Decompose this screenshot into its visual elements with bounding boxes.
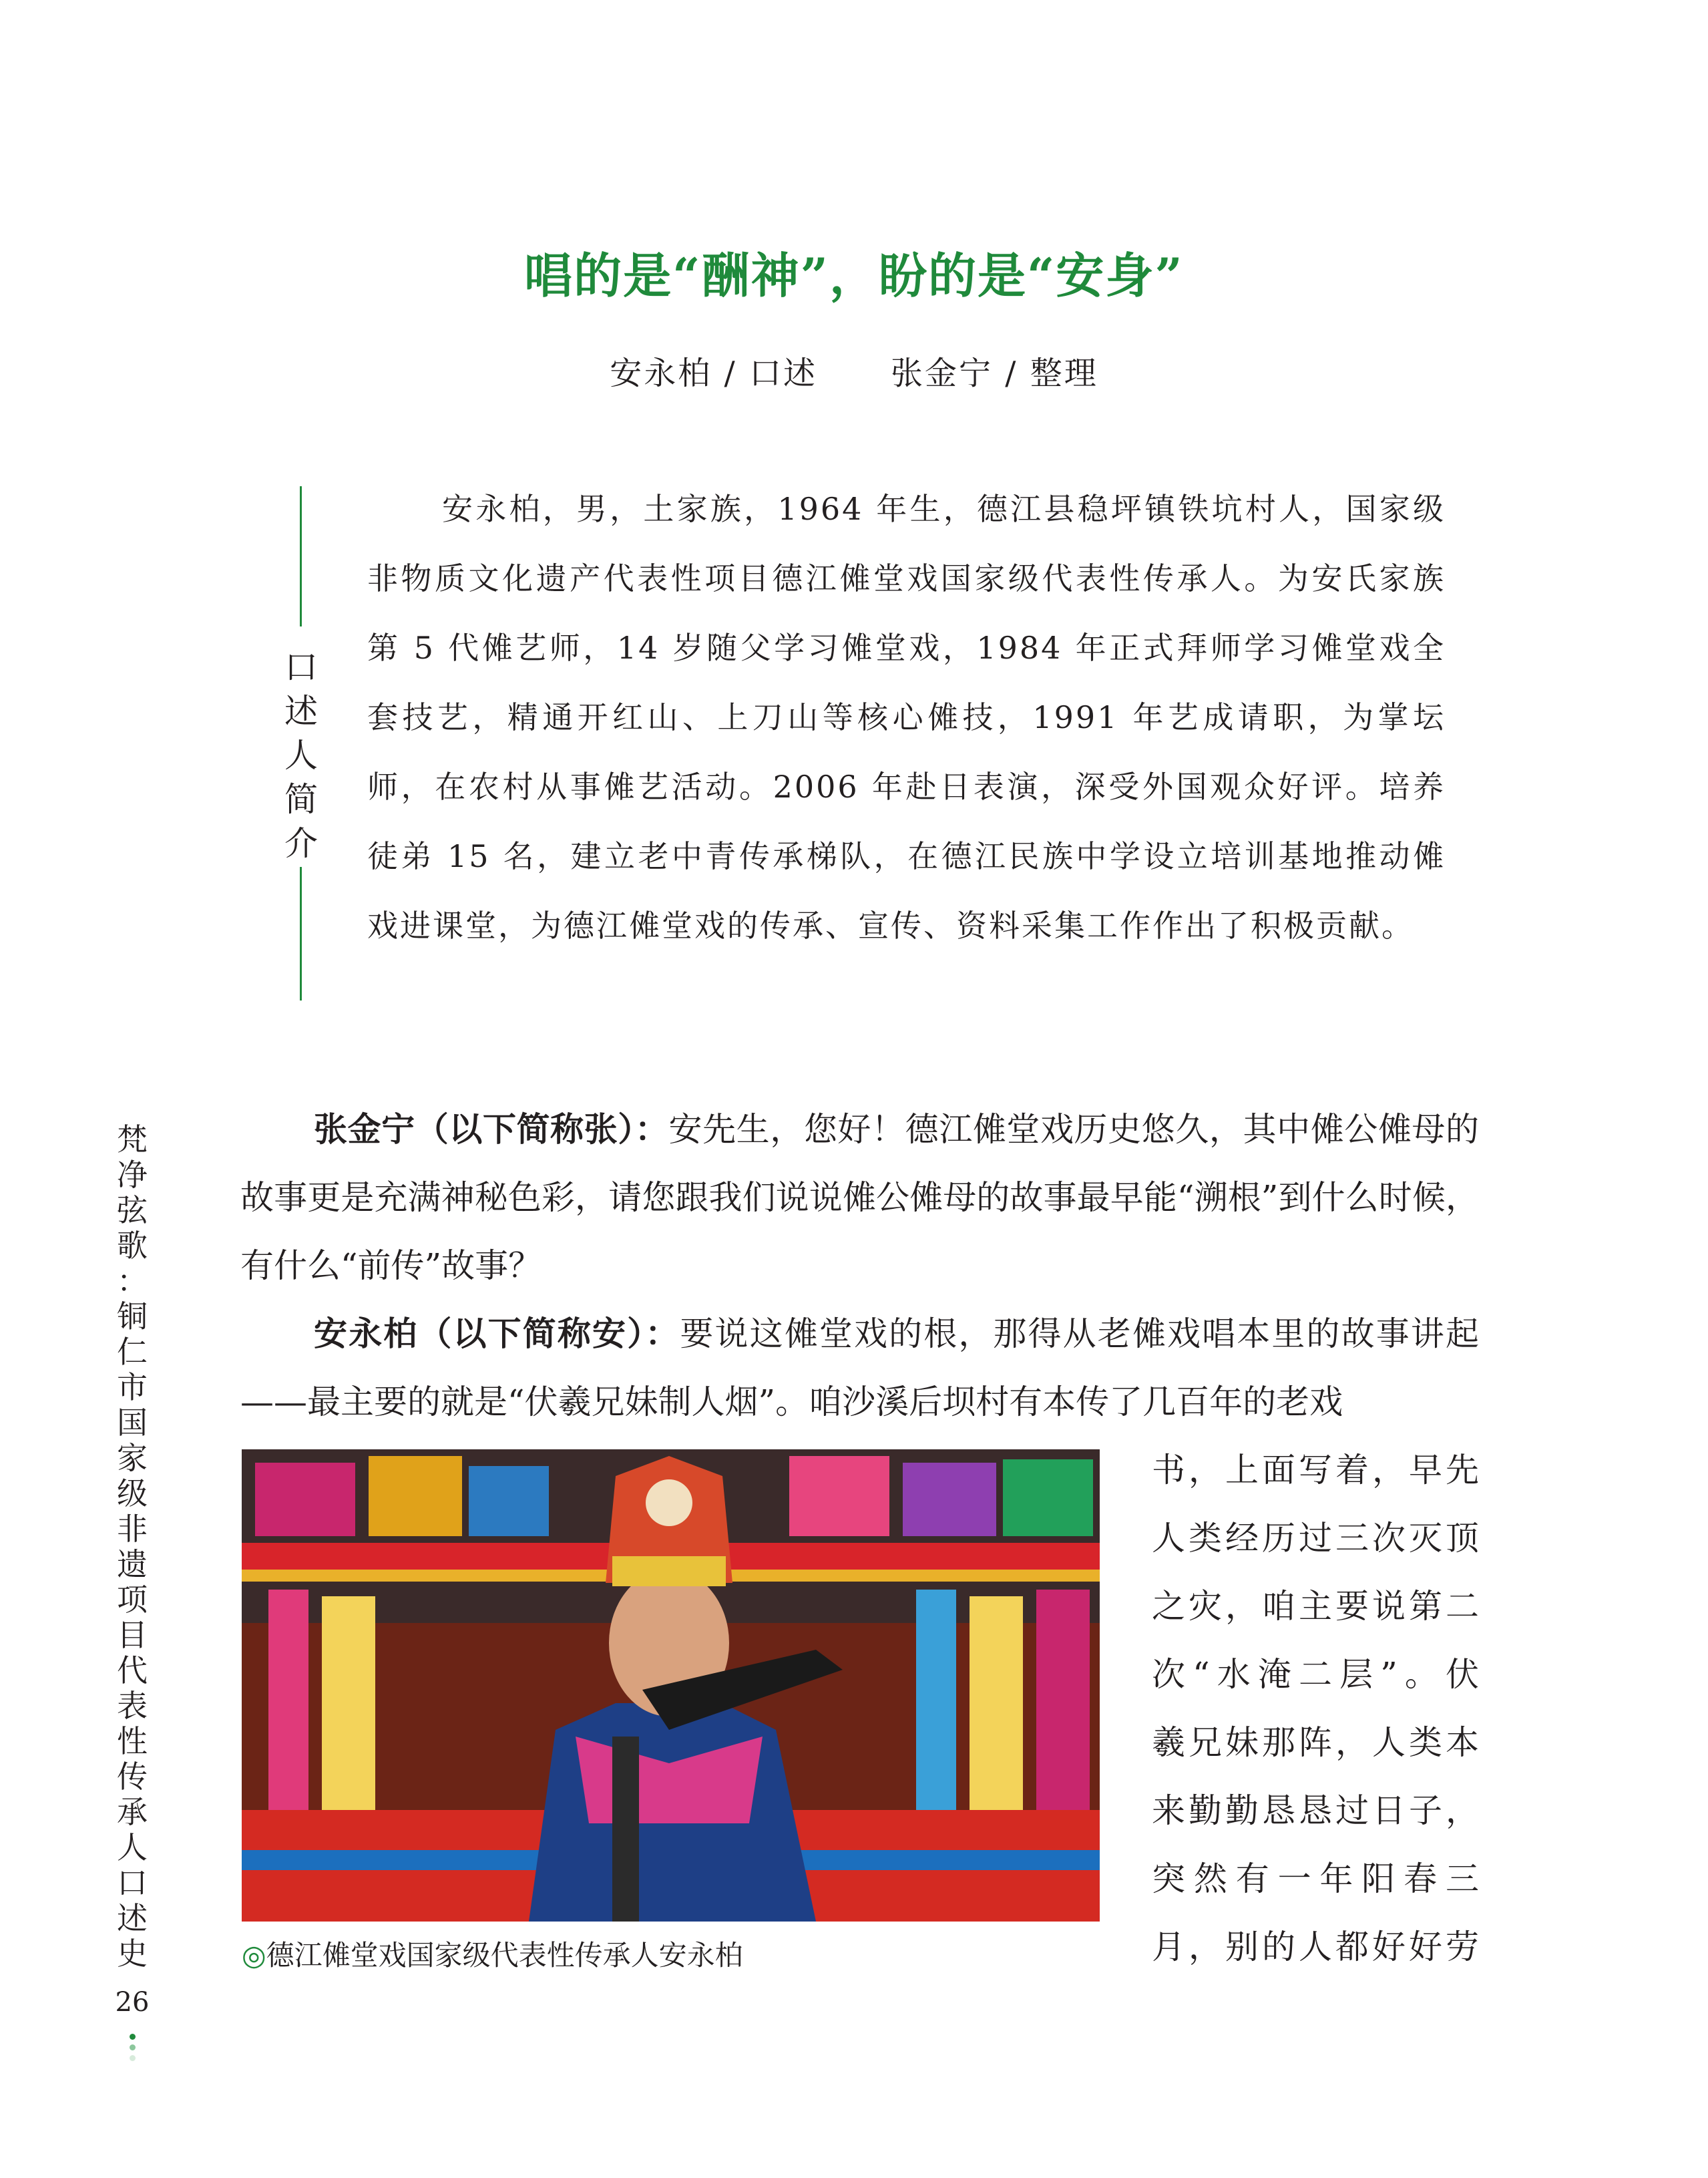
question-speaker: 张金宁（以下简称张）： [314, 1110, 669, 1149]
book-title-char: 承 [117, 1794, 148, 1830]
answer-paragraph [240, 1300, 1479, 1436]
question-text: 安先生，您好！德江傩堂戏历史悠久，其中傩公傩母的故事更是充满神秘色彩，请您跟我们说说傩公傩母的故事最早能“溯根”到什么时候，有什么“前传”故事？ [240, 1110, 1480, 1285]
book-title-char: 非 [117, 1511, 148, 1547]
book-title-char: 市 [117, 1369, 148, 1405]
book-title-char: 弦 [117, 1192, 148, 1228]
book-title-char: 遗 [117, 1546, 148, 1582]
book-title-char: 代 [117, 1652, 148, 1688]
wrap-line: 书，上面写着，早先 [1152, 1451, 1479, 1489]
bio-label-char: 述 [284, 692, 318, 731]
book-title-char: 家 [117, 1440, 148, 1476]
bio-divider-bottom [300, 867, 302, 1001]
book-title-char: 歌 [117, 1228, 148, 1264]
wrap-line: 羲兄妹那阵，人类本 [1152, 1723, 1479, 1762]
bio-text: 安永柏，男，土家族，1964 年生，德江县稳坪镇铁坑村人，国家级非物质文化遗产代表性项目德江傩堂戏国家级代表性传承人。为安氏家族第 5 代傩艺师，14 岁随父学习傩堂戏，1984 年正式拜师学习傩堂戏全套技艺，精通开红山、上刀山等核心傩技，1991 年艺成请职，为掌坛师，在农村从事傩艺活动。2006 年赴日表演，深受外国观众好评。培养徒弟 15 名，建立老中青传承梯队，在德江民族中学设立培训基地推动傩戏进课堂，为德江傩堂戏的传承、宣传、资料采集工作作出了积极贡献。 [367, 491, 1446, 944]
book-title-char: 性 [117, 1723, 148, 1759]
bio-label-char: 口 [284, 648, 318, 687]
wrap-line: 次“水淹二层”。伏 [1152, 1655, 1479, 1694]
narrator-credit: 安永柏 / 口述 [610, 355, 817, 392]
book-title-char: 史 [117, 1936, 148, 1972]
book-title-char: 级 [117, 1475, 148, 1511]
book-title-char: 国 [117, 1405, 148, 1441]
wrap-line: 人类经历过三次灭顶 [1152, 1519, 1479, 1558]
answer-text: 要说这傩堂戏的根，那得从老傩戏唱本里的故事讲起——最主要的就是“伏羲兄妹制人烟”。咱沙溪后坝村有本传了几百年的老戏 [240, 1314, 1480, 1421]
bio-label-char: 人 [284, 736, 318, 775]
wrap-line: 月，别的人都好好劳 [1152, 1928, 1479, 1966]
page-dots-ornament [126, 2034, 139, 2066]
dot [130, 2044, 136, 2050]
book-title-char: ： [117, 1263, 148, 1299]
book-title-char: 梵 [117, 1121, 148, 1157]
book-title-char: 铜 [117, 1298, 148, 1334]
book-title-vertical [112, 1122, 152, 1972]
editor-credit: 张金宁 / 整理 [891, 355, 1098, 392]
book-title-char: 净 [117, 1157, 148, 1193]
bio-divider-top [300, 486, 302, 626]
book-title-char: 传 [117, 1759, 148, 1795]
performer-photo [242, 1449, 1100, 1922]
wrap-line: 来勤勤恳恳过日子， [1152, 1791, 1479, 1830]
book-title-char: 口 [117, 1865, 148, 1901]
wrap-line: 之灾，咱主要说第二 [1152, 1587, 1479, 1626]
byline [0, 347, 1708, 393]
dot [130, 2055, 136, 2061]
wrap-line: 突然有一年阳春三 [1152, 1859, 1479, 1898]
question-paragraph [240, 1095, 1479, 1300]
photo-caption [242, 1934, 743, 1974]
dot [130, 2034, 136, 2040]
bio-label [281, 645, 321, 866]
answer-speaker: 安永柏（以下简称安）： [314, 1314, 680, 1353]
book-title-char: 仁 [117, 1334, 148, 1370]
book-title-char: 目 [117, 1617, 148, 1653]
caption-mark-icon: ◎ [242, 1939, 266, 1972]
page-number: 26 [115, 1987, 150, 2018]
book-title-char: 述 [117, 1900, 148, 1936]
bio-label-char: 介 [284, 824, 318, 863]
answer-wrap-column [1152, 1436, 1479, 1981]
article-title: 唱的是“酬神”，盼的是“安身” [524, 247, 1184, 304]
book-title-char: 人 [117, 1829, 148, 1865]
bio-sidebar [284, 486, 331, 1001]
book-title-char: 表 [117, 1688, 148, 1724]
bio-label-char: 简 [284, 780, 318, 819]
caption-text: 德江傩堂戏国家级代表性传承人安永柏 [266, 1939, 743, 1972]
book-title-char: 项 [117, 1582, 148, 1618]
